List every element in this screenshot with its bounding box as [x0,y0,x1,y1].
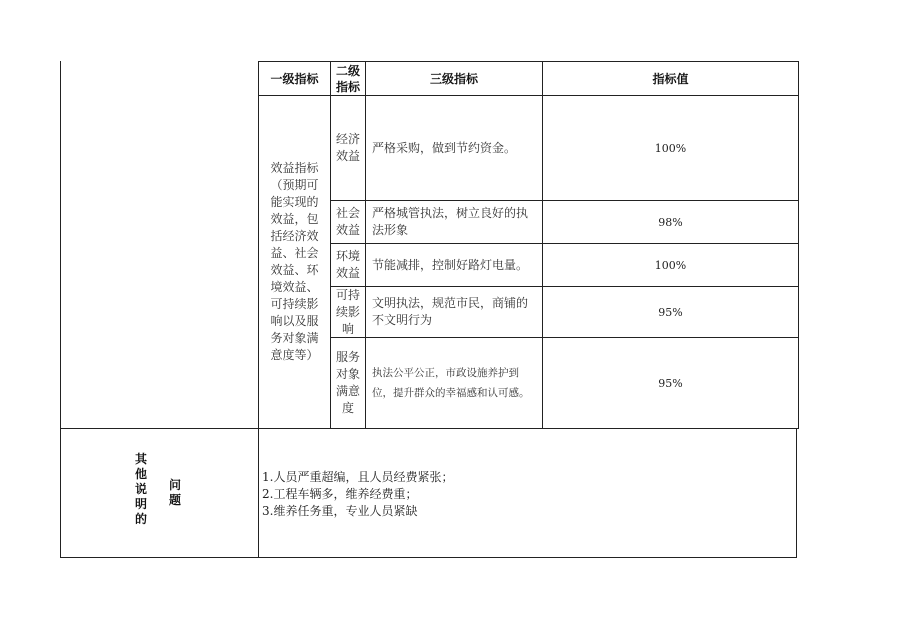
level3-cell: 文明执法，规范市民，商铺的不文明行为 [372,296,529,327]
header-level1: 一级指标 [270,72,319,86]
level2-cell: 服务对象满意度 [335,350,360,415]
outer-right-border [798,61,799,429]
level3-cell: 节能减排，控制好路灯电量。 [372,257,529,272]
other-notes-content [262,469,453,520]
header-level3: 三级指标 [429,72,478,86]
level2-cell: 经济效益 [335,132,360,163]
note-line: 2.工程车辆多，维养经费重； [262,487,418,501]
section-divider [60,428,799,429]
note-line: 1.人员严重超编，且人员经费紧张； [262,470,454,484]
level3-cell: 严格城管执法，树立良好的执法形象 [372,206,529,237]
other-notes-label: 其他说明的 [134,452,147,526]
level2-cell: 环境效益 [335,249,360,280]
level1-benefit-indicator: 效益指标（预期可能实现的效益，包括经济效益、社会效益、环境效益、可持续影响以及服务对象满意度等） [270,161,319,362]
header-value: 指标值 [652,72,689,86]
value-cell: 95% [658,305,683,319]
value-cell: 98% [658,215,683,229]
note-line: 3.维养任务重，专业人员紧缺 [262,504,418,518]
level3-cell: 严格采购，做到节约资金。 [372,140,517,155]
value-cell: 95% [658,376,683,390]
other-notes-label-suffix: 问题 [168,478,181,507]
table-bottom-border [60,557,797,558]
outer-right-border [796,428,797,558]
level2-cell: 社会效益 [335,206,360,237]
outer-left-border [60,61,61,558]
header-level2: 二级指标 [335,63,360,94]
level3-cell: 执法公平公正，市政设施养护到位，提升群众的幸福感和认可感。 [372,367,530,399]
level2-cell: 可持续影响 [335,287,360,336]
value-cell: 100% [654,258,687,272]
value-cell: 100% [654,141,687,155]
